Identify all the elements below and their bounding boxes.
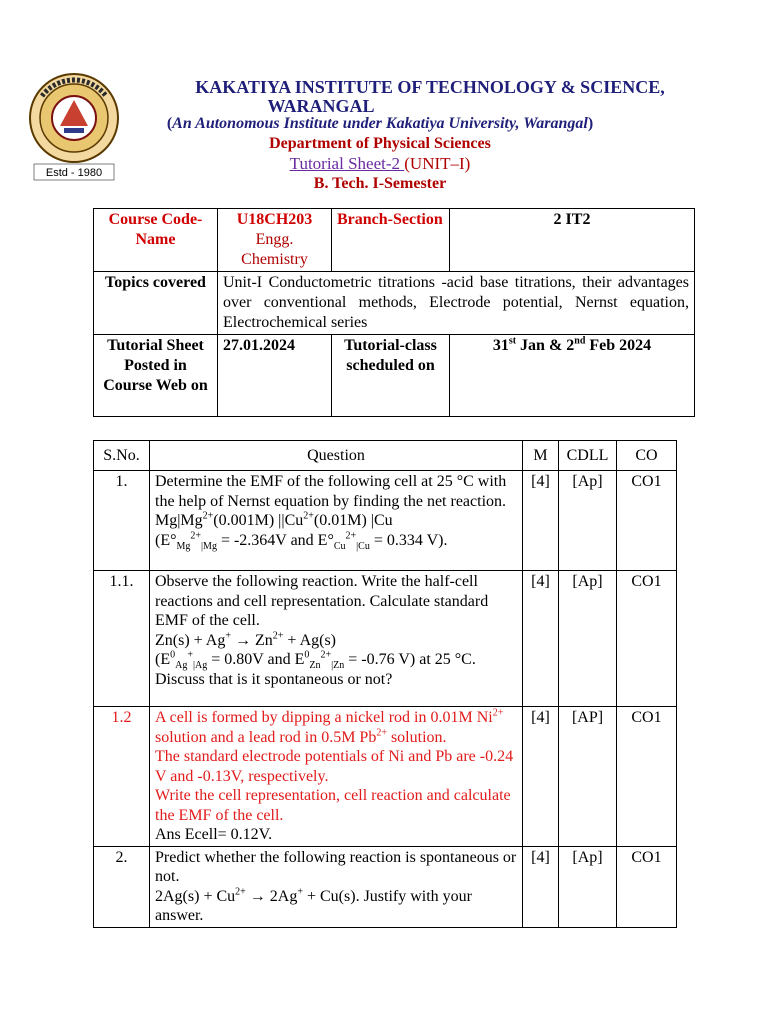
question-line: The standard electrode potentials of Ni and Pb are -0.24 V and -0.13V, respectively. (155, 748, 514, 785)
question-line: Determine the EMF of the following cell at 25 °C with the help of Nernst equation by finding the net reaction. (155, 473, 507, 510)
question-row (94, 471, 677, 571)
question-sno: 1. (94, 471, 150, 571)
institute-city: WARANGAL (267, 96, 375, 116)
scheduled-mid: Jan & 2 (516, 337, 575, 354)
question-sno: 1.1. (94, 571, 150, 707)
question-marks: [4] (523, 571, 559, 707)
question-potentials: ($E^\circ_{Mg}^{2+}_{|Mg} = -2.364V$ and $E^\circ_{Cu}^{2+}_{|Cu} = 0.334$ V). (155, 530, 448, 552)
topics-label: Topics covered (94, 272, 218, 335)
course-name: Engg. Chemistry (241, 231, 308, 268)
question-marks: [4] (523, 471, 559, 571)
scheduled-sup1: st (508, 335, 517, 347)
question-row (94, 707, 677, 847)
question-cell: $Mg|Mg^{2+}(0.001M)$ $||Cu^{2+}(0.01M)$ |Cu (155, 510, 393, 529)
course-info-table (93, 208, 695, 417)
autonomous-open: ( (166, 115, 173, 132)
autonomous-line (120, 115, 640, 133)
question-text (150, 846, 523, 927)
question-co: CO1 (617, 707, 677, 847)
header-co: CO (617, 441, 677, 471)
course-code: U18CH203 (236, 211, 313, 228)
department: Department of Physical Sciences (269, 135, 491, 152)
question-co: CO1 (617, 846, 677, 927)
autonomous-close: ) (587, 115, 594, 132)
branch-label: Branch-Section (332, 209, 450, 272)
posted-label: Tutorial Sheet Posted in Course Web on (94, 335, 218, 417)
question-text (150, 571, 523, 707)
autonomous-text: An Autonomous Institute under Kakatiya University, Warangal (172, 115, 588, 132)
questions-header-row (94, 441, 677, 471)
question-text (150, 707, 523, 847)
course-value (218, 209, 332, 272)
sheet-title (120, 154, 640, 174)
question-line: Observe the following reaction. Write the half-cell reactions and cell representation. Calculate standard EMF of the cell. (155, 573, 489, 629)
question-potentials: ($E^0_{Ag}^+_{|Ag} = 0.80V$ and $E^0_{Zn}^{2+}_{|Zn} = -0.76$ V) at 25 °C. (155, 649, 476, 672)
program: B. Tech. I-Semester (313, 175, 447, 192)
question-text (150, 471, 523, 571)
scheduled-day1: 31 (492, 337, 509, 354)
question-line: Write the cell representation, cell reaction and calculate the EMF of the cell. (155, 787, 511, 824)
question-statement: A cell is formed by dipping a nickel rod in 0.01M $Ni^{2+}$ solution and a lead rod in 0.5M $Pb^{2+}$ solution. (155, 707, 504, 746)
question-sno: 1.2 (94, 707, 150, 847)
info-row-course (94, 209, 695, 272)
scheduled-value (450, 335, 695, 417)
posted-value: 27.01.2024 (218, 335, 332, 417)
institute-logo (28, 68, 120, 183)
scheduled-end: Feb 2024 (585, 337, 652, 354)
question-sno: 2. (94, 846, 150, 927)
institute-name: KAKATIYA INSTITUTE OF TECHNOLOGY & SCIENCE, (195, 77, 665, 97)
scheduled-label: Tutorial-class scheduled on (332, 335, 450, 417)
question-cdll: [Ap] (559, 571, 617, 707)
info-row-schedule (94, 335, 695, 417)
question-row (94, 571, 677, 707)
sheet-name: Tutorial Sheet-2 (289, 154, 405, 173)
question-marks: [4] (523, 846, 559, 927)
info-row-topics (94, 272, 695, 335)
question-co: CO1 (617, 471, 677, 571)
question-reaction: $Zn(s) + Ag^+ \to Zn^{2+} + Ag(s)$ (155, 630, 336, 649)
scheduled-sup2: nd (574, 335, 586, 347)
question-marks: [4] (523, 707, 559, 847)
question-cdll: [AP] (559, 707, 617, 847)
logo-estd: Estd - 1980 (45, 167, 103, 179)
header-question: Question (150, 441, 523, 471)
header-cdll: CDLL (559, 441, 617, 471)
header-m: M (523, 441, 559, 471)
topics-value: Unit-I Conductometric titrations -acid base titrations, their advantages over conventional methods, Electrode potential, Nernst equation, Electrochemical series (218, 272, 695, 335)
question-answer: Ans Ecell= 0.12V. (155, 826, 273, 843)
question-reaction: $2Ag(s) + Cu^{2+} \to 2Ag^+ + Cu(s)$. Justify with your answer. (155, 886, 473, 924)
header-sno: S.No. (94, 441, 150, 471)
question-row (94, 846, 677, 927)
course-label: Course Code-Name (94, 209, 218, 272)
question-cdll: [Ap] (559, 846, 617, 927)
questions-table (93, 440, 677, 928)
question-line: Predict whether the following reaction is spontaneous or not. (155, 848, 517, 885)
branch-value: 2 IT2 (450, 209, 695, 272)
sheet-unit: (UNIT–I) (404, 154, 471, 173)
question-cdll: [Ap] (559, 471, 617, 571)
question-line: Discuss that is it spontaneous or not? (155, 670, 393, 688)
question-co: CO1 (617, 571, 677, 707)
